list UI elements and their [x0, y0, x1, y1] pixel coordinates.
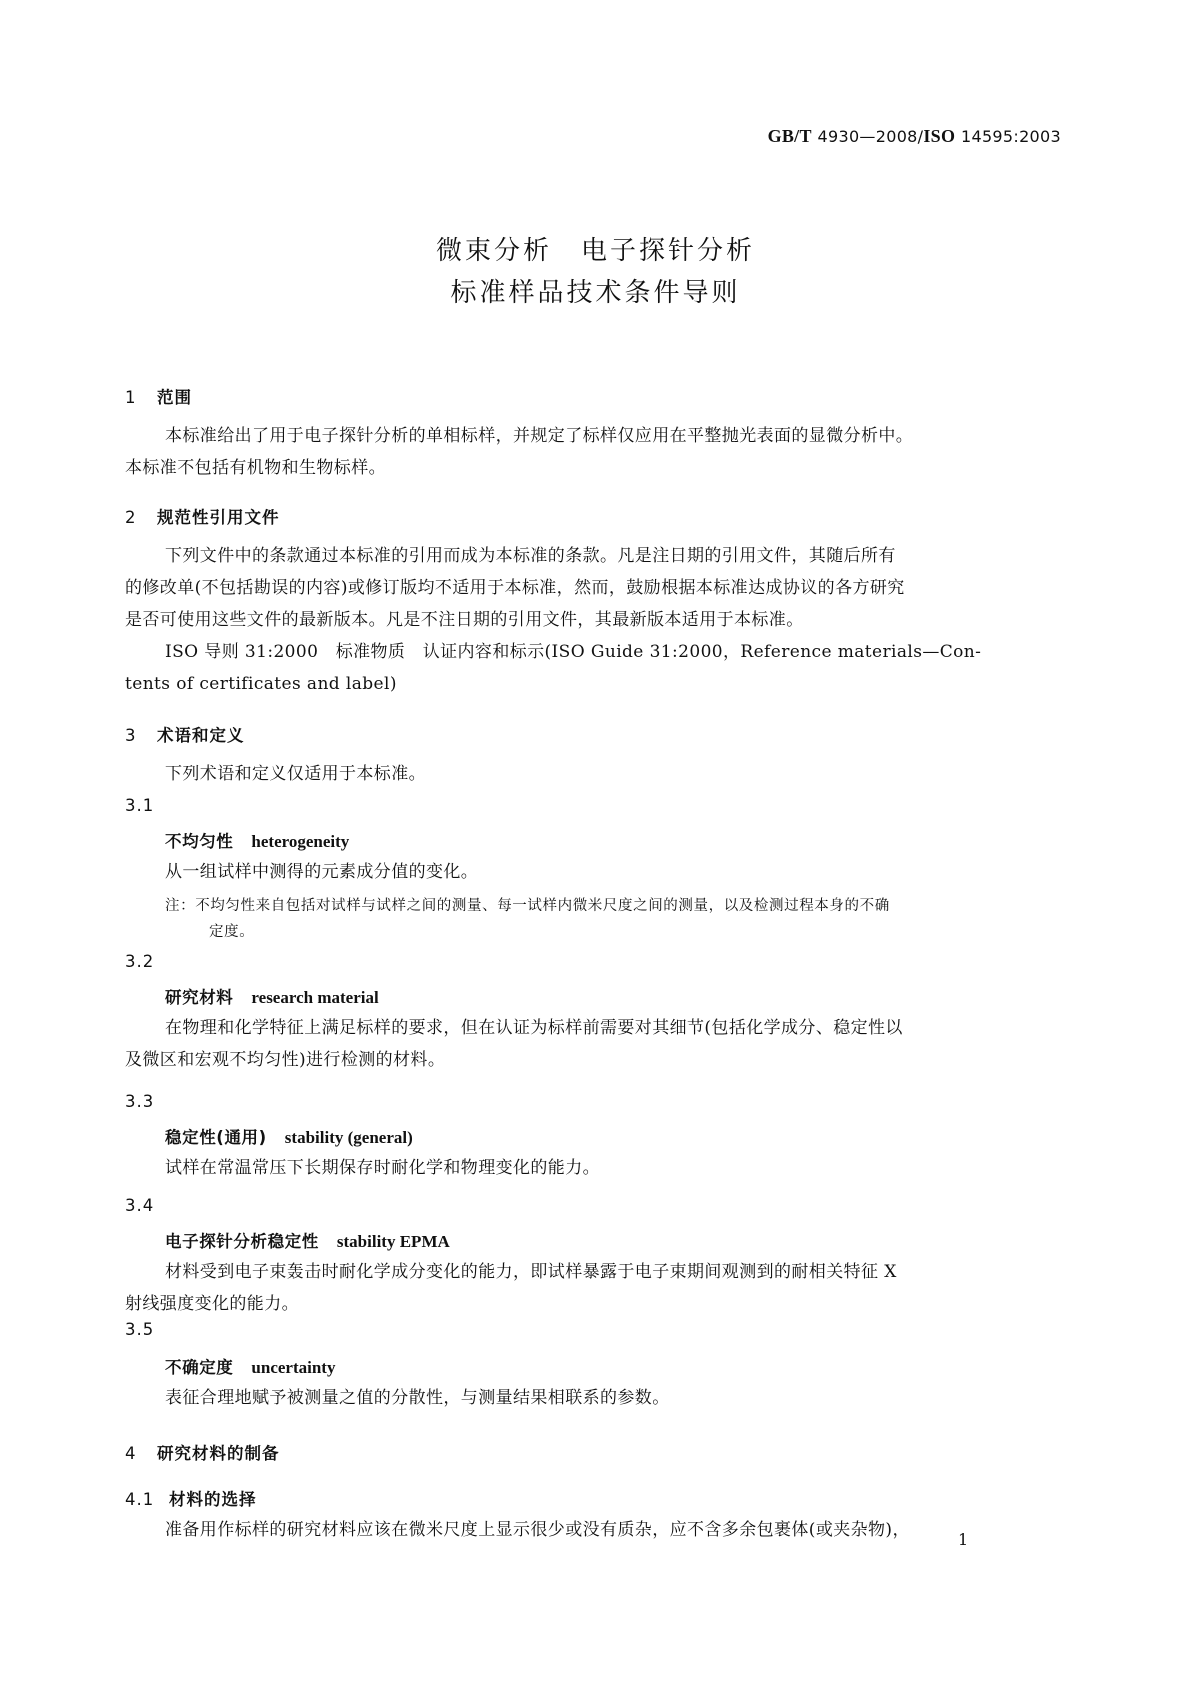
section-3-intro: 下列术语和定义仅适用于本标准。: [165, 764, 426, 784]
section-1-paragraph-line-1: 本标准给出了用于电子探针分析的单相标样，并规定了标样仅应用在平整抛光表面的显微分析中。: [165, 426, 914, 446]
term-zh: 不确定度: [165, 1358, 234, 1377]
term-number: 3.3: [125, 1092, 155, 1111]
term-en: stability (general): [284, 1128, 413, 1147]
section-number: 3: [125, 726, 137, 745]
standard-code-iso: ISO: [923, 126, 956, 146]
section-3-heading: [125, 722, 245, 746]
section-1-heading: [125, 384, 192, 408]
subsection-4-1-paragraph-line-1: 准备用作标样的研究材料应该在微米尺度上显示很少或没有质杂，应不含多余包裹体(或夹杂物)，: [165, 1520, 910, 1540]
standard-code-iso-number: 14595:2003: [960, 127, 1061, 146]
term-number: 3.1: [125, 796, 155, 815]
section-number: 2: [125, 508, 137, 527]
section-2-heading: [125, 504, 280, 528]
section-number: 1: [125, 388, 137, 407]
term-number: 3.5: [125, 1320, 155, 1339]
term-heading: [165, 1354, 335, 1378]
term-zh: 不均匀性: [165, 832, 234, 851]
term-definition-line-2: 射线强度变化的能力。: [125, 1294, 299, 1314]
term-definition: 试样在常温常压下长期保存时耐化学和物理变化的能力。: [165, 1158, 600, 1178]
term-definition: 表征合理地赋予被测量之值的分散性，与测量结果相联系的参数。: [165, 1388, 670, 1408]
section-title: 范围: [157, 388, 192, 407]
term-en: uncertainty: [251, 1358, 336, 1377]
term-number: 3.2: [125, 952, 155, 971]
section-1-paragraph-line-2: 本标准不包括有机物和生物标样。: [125, 458, 386, 478]
term-heading: [165, 1124, 413, 1148]
term-zh: 研究材料: [165, 988, 234, 1007]
standard-code: [768, 126, 1061, 147]
section-2-paragraph-line-2: 的修改单(不包括勘误的内容)或修订版均不适用于本标准，然而，鼓励根据本标准达成协议的各方研究: [125, 578, 905, 598]
normative-reference-line-2: tents of certificates and label): [125, 674, 397, 694]
standard-code-gb-number: 4930—2008/: [817, 127, 924, 146]
section-number: 4: [125, 1444, 137, 1463]
section-title: 规范性引用文件: [157, 508, 280, 527]
term-en: stability EPMA: [336, 1232, 450, 1251]
section-4-heading: [125, 1440, 280, 1464]
term-note-line-1: 注：不均匀性来自包括对试样与试样之间的测量、每一试样内微米尺度之间的测量，以及检测过程本身的不确: [165, 898, 890, 914]
subsection-title: 材料的选择: [169, 1490, 257, 1509]
term-heading: [165, 1228, 450, 1252]
term-en: heterogeneity: [251, 832, 350, 851]
term-note-line-2: 定度。: [209, 924, 255, 940]
term-en: research material: [251, 988, 379, 1007]
term-definition: 从一组试样中测得的元素成分值的变化。: [165, 862, 479, 882]
document-title-line-1: 微束分析 电子探针分析: [435, 236, 755, 266]
normative-reference-line-1: ISO 导则 31:2000 标准物质 认证内容和标示(ISO Guide 31:2000，Reference materials—Con-: [165, 642, 982, 662]
term-heading: [165, 828, 349, 852]
term-number: 3.4: [125, 1196, 155, 1215]
section-title: 研究材料的制备: [157, 1444, 280, 1463]
term-definition-line-1: 材料受到电子束轰击时耐化学成分变化的能力，即试样暴露于电子束期间观测到的耐相关特征 X: [165, 1262, 897, 1282]
term-heading: [165, 984, 379, 1008]
section-2-paragraph-line-1: 下列文件中的条款通过本标准的引用而成为本标准的条款。凡是注日期的引用文件，其随后所有: [165, 546, 896, 566]
term-definition-line-2: 及微区和宏观不均匀性)进行检测的材料。: [125, 1050, 446, 1070]
term-definition-line-1: 在物理和化学特征上满足标样的要求，但在认证为标样前需要对其细节(包括化学成分、稳定性以: [165, 1018, 903, 1038]
page-number: 1: [958, 1530, 969, 1549]
standard-code-gb: GB/T: [767, 126, 812, 146]
subsection-4-1-heading: [125, 1486, 257, 1510]
section-title: 术语和定义: [157, 726, 245, 745]
document-title-line-2: 标准样品技术条件导则: [450, 278, 741, 308]
term-zh: 稳定性(通用): [165, 1128, 267, 1147]
term-zh: 电子探针分析稳定性: [165, 1232, 319, 1251]
subsection-number: 4.1: [125, 1490, 155, 1509]
section-2-paragraph-line-3: 是否可使用这些文件的最新版本。凡是不注日期的引用文件，其最新版本适用于本标准。: [125, 610, 804, 630]
